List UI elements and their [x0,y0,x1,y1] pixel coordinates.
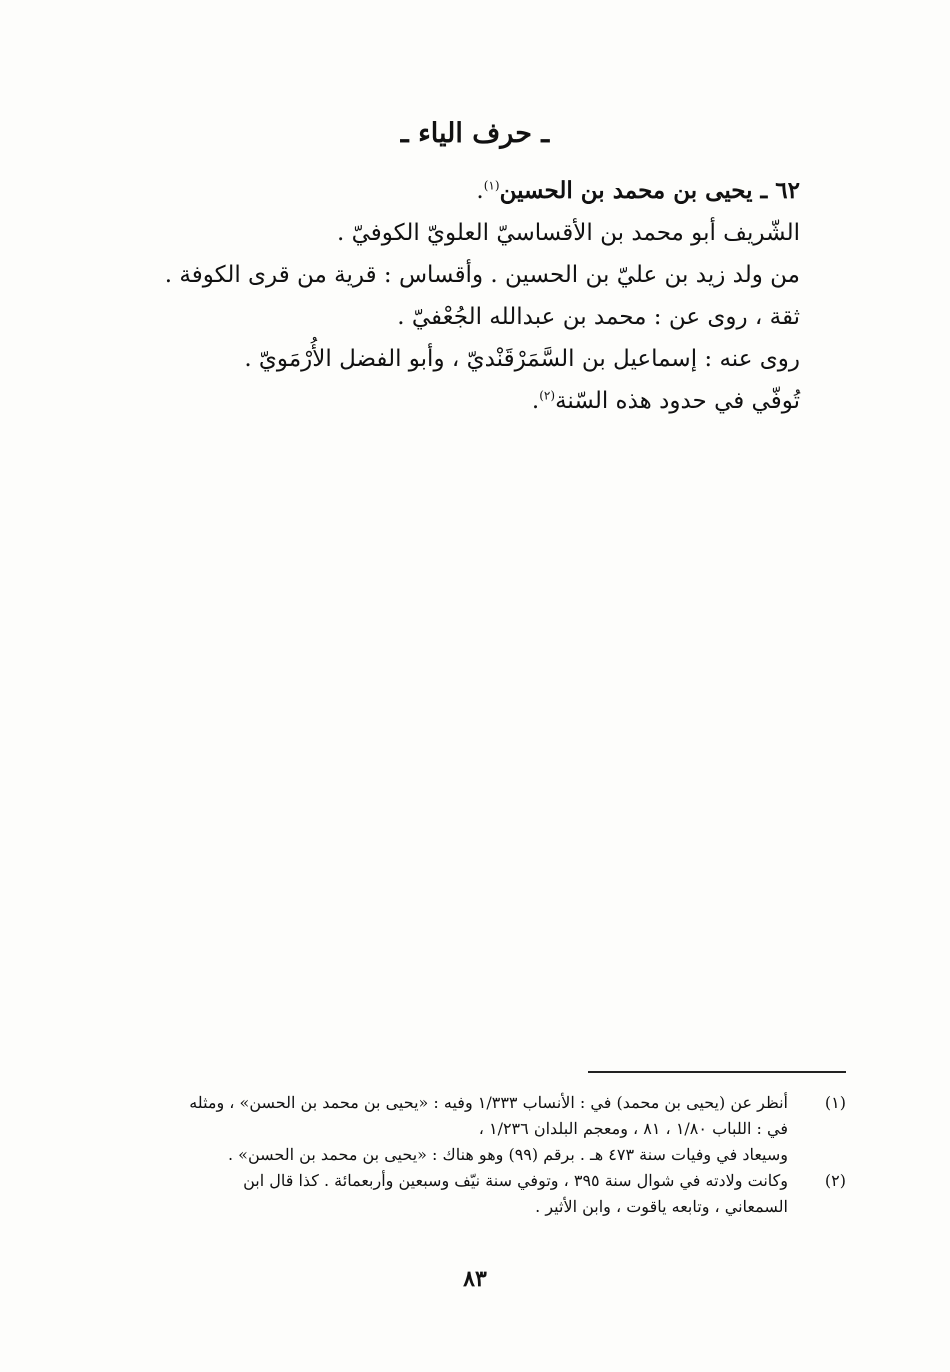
page-number: ٨٣ [463,1266,487,1292]
section-heading: ـ حرف الياء ـ [400,118,550,149]
footnote-ref-2[interactable]: (٢) [539,388,556,403]
footnote-ref-1[interactable]: (١) [483,178,500,193]
entry-title: ٦٢ ـ يحيى بن محمد بن الحسين [499,177,800,204]
entry-line-1: الشّريف أبو محمد بن الأقساسيّ العلويّ الكوفيّ . [336,220,800,246]
footnote-1 [124,1090,846,1168]
footnote-line: السمعاني ، وتابعه ياقوت ، وابن الأثير . [535,1197,788,1216]
entry-line-5 [160,380,800,422]
footnotes [124,1090,846,1220]
entry-text [160,170,800,422]
footnote-2 [124,1168,846,1220]
entry-title-line [160,170,800,212]
entry-line-5-end: . [531,388,540,414]
footnote-line: أنظر عن (يحيى بن محمد) في : الأنساب ١/٣٣٣ وفيه : «يحيى بن محمد بن الحسن» ، ومثله [189,1093,788,1112]
footnote-line: وكانت ولادته في شوال سنة ٣٩٥ ، وتوفي سنة نيّف وسبعين وأربعمائة . كذا قال ابن [243,1171,788,1190]
entry-line-4: روى عنه : إسماعيل بن السَّمَرْقَنْديّ ، وأبو الفضل الأُرْمَويّ . [244,346,800,372]
entry-line-3: ثقة ، روى عن : محمد بن عبدالله الجُعْفيّ . [397,304,800,330]
entry-title-end: . [476,178,484,204]
entry-line-5-text: تُوفّي في حدود هذه السّنة [555,388,800,414]
footnote-number: (١) [824,1093,846,1112]
entry-line-2: من ولد زيد بن عليّ بن الحسين . وأقساس : قرية من قرى الكوفة . [164,262,800,288]
footnote-line: وسيعاد في وفيات سنة ٤٧٣ هـ . برقم (٩٩) وهو هناك : «يحيى بن محمد بن الحسن» . [228,1145,788,1164]
footnote-separator [588,1071,846,1073]
footnote-number: (٢) [824,1171,846,1190]
footnote-line: في : اللباب ١/٨٠ ، ٨١ ، ومعجم البلدان ١/٢٣٦ ، [478,1119,788,1138]
